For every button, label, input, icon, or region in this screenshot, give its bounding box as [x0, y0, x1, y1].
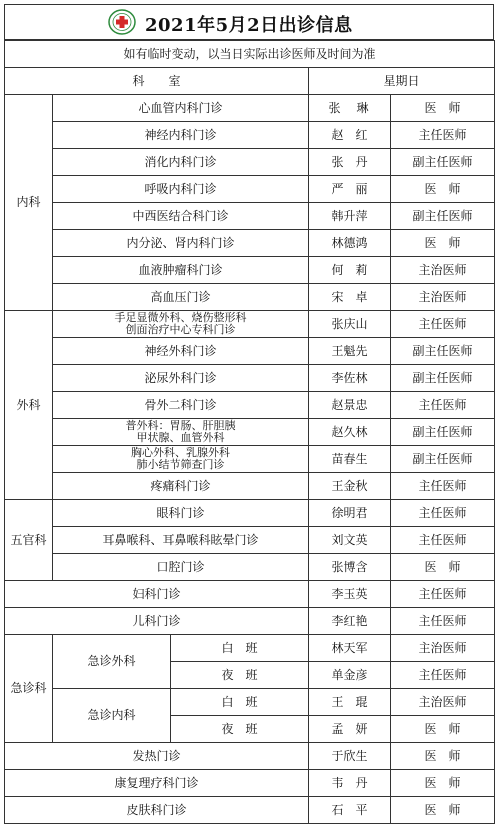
title-cell: 医 师 [391, 176, 495, 203]
header-day: 星期日 [309, 68, 495, 95]
dept-cell: 血液肿瘤科门诊 [53, 257, 309, 284]
shift-cell: 夜 班 [171, 662, 309, 689]
dept-cell: 康复理疗科门诊 [5, 770, 309, 797]
doctor-cell: 何 莉 [309, 257, 391, 284]
dept-cell: 耳鼻喉科、耳鼻喉科眩晕门诊 [53, 527, 309, 554]
dept-cell: 高血压门诊 [53, 284, 309, 311]
title-cell: 副主任医师 [391, 149, 495, 176]
doctor-cell: 赵久林 [309, 419, 391, 446]
doctor-cell: 林天军 [309, 635, 391, 662]
doctor-cell: 王金秋 [309, 473, 391, 500]
title-cell: 主任医师 [391, 581, 495, 608]
doctor-cell: 韩升萍 [309, 203, 391, 230]
dept-line: 创面治疗中心专科门诊 [125, 323, 236, 336]
doctor-cell: 苗春生 [309, 446, 391, 473]
title-cell: 主任医师 [391, 527, 495, 554]
title-cell: 主任医师 [391, 500, 495, 527]
title-cell: 主治医师 [391, 635, 495, 662]
doctor-cell: 张 丹 [309, 149, 391, 176]
group-label-wuguan: 五官科 [5, 500, 53, 581]
hospital-logo-icon [107, 8, 137, 36]
dept-cell: 心血管内科门诊 [53, 95, 309, 122]
dept-cell: 儿科门诊 [5, 608, 309, 635]
dept-cell: 泌尿外科门诊 [53, 365, 309, 392]
schedule-table [4, 40, 495, 824]
doctor-cell: 于欣生 [309, 743, 391, 770]
dept-cell: 皮肤科门诊 [5, 797, 309, 824]
title-cell: 主任医师 [391, 662, 495, 689]
doctor-cell: 赵景忠 [309, 392, 391, 419]
title-cell: 医 师 [391, 743, 495, 770]
title-cell: 主任医师 [391, 392, 495, 419]
dept-cell: 神经外科门诊 [53, 338, 309, 365]
title-cell: 主治医师 [391, 689, 495, 716]
title-cell: 主任医师 [391, 608, 495, 635]
doctor-cell: 李红艳 [309, 608, 391, 635]
dept-cell: 中西医结合科门诊 [53, 203, 309, 230]
dept-cell: 妇科门诊 [5, 581, 309, 608]
title-cell: 副主任医师 [391, 419, 495, 446]
dept-cell [53, 311, 309, 338]
group-label-jizhen: 急诊科 [5, 635, 53, 743]
dept-cell: 眼科门诊 [53, 500, 309, 527]
doctor-cell: 李佐林 [309, 365, 391, 392]
shift-cell: 夜 班 [171, 716, 309, 743]
dept-cell: 内分泌、肾内科门诊 [53, 230, 309, 257]
title-cell: 副主任医师 [391, 203, 495, 230]
doctor-cell: 孟 妍 [309, 716, 391, 743]
shift-cell: 白 班 [171, 689, 309, 716]
dept-line: 肺小结节筛查门诊 [136, 458, 225, 471]
title-cell: 医 师 [391, 716, 495, 743]
doctor-cell: 张博含 [309, 554, 391, 581]
title-cell: 主治医师 [391, 257, 495, 284]
dept-cell [53, 446, 309, 473]
sub-dept-cell: 急诊内科 [53, 689, 171, 743]
dept-line: 普外科：胃肠、肝胆胰 [125, 419, 236, 432]
doctor-cell: 单金彦 [309, 662, 391, 689]
dept-line: 胸心外科、乳腺外科 [131, 446, 230, 459]
title-cell: 医 师 [391, 797, 495, 824]
page-title: 2021年5月2日出诊信息 [145, 15, 353, 36]
title-cell: 副主任医师 [391, 338, 495, 365]
title-cell: 医 师 [391, 95, 495, 122]
dept-cell: 消化内科门诊 [53, 149, 309, 176]
title-cell: 主任医师 [391, 122, 495, 149]
doctor-cell: 李玉英 [309, 581, 391, 608]
sub-dept-cell: 急诊外科 [53, 635, 171, 689]
doctor-cell: 石 平 [309, 797, 391, 824]
dept-cell: 呼吸内科门诊 [53, 176, 309, 203]
title-cell: 主任医师 [391, 311, 495, 338]
dept-line: 甲状腺、血管外科 [136, 431, 225, 444]
title-cell: 医 师 [391, 554, 495, 581]
doctor-cell: 王魁先 [309, 338, 391, 365]
title-cell: 医 师 [391, 770, 495, 797]
title-cell: 主治医师 [391, 284, 495, 311]
doctor-cell: 赵 红 [309, 122, 391, 149]
doctor-cell: 徐明君 [309, 500, 391, 527]
doctor-cell: 王 琨 [309, 689, 391, 716]
doctor-cell: 林德鸿 [309, 230, 391, 257]
title-cell: 医 师 [391, 230, 495, 257]
shift-cell: 白 班 [171, 635, 309, 662]
doctor-cell: 宋 卓 [309, 284, 391, 311]
group-label-neike: 内科 [5, 95, 53, 311]
doctor-cell: 刘文英 [309, 527, 391, 554]
page-header [4, 4, 494, 40]
dept-cell: 口腔门诊 [53, 554, 309, 581]
group-label-waike: 外科 [5, 311, 53, 500]
title-cell: 主任医师 [391, 473, 495, 500]
dept-cell: 疼痛科门诊 [53, 473, 309, 500]
doctor-cell: 韦 丹 [309, 770, 391, 797]
doctor-cell: 严 丽 [309, 176, 391, 203]
dept-cell [53, 419, 309, 446]
dept-cell: 骨外二科门诊 [53, 392, 309, 419]
header-dept: 科 室 [5, 68, 309, 95]
dept-line: 手足显微外科、烧伤整形科 [114, 311, 247, 324]
dept-cell: 神经内科门诊 [53, 122, 309, 149]
doctor-cell: 张庆山 [309, 311, 391, 338]
dept-cell: 发热门诊 [5, 743, 309, 770]
title-cell: 副主任医师 [391, 446, 495, 473]
title-cell: 副主任医师 [391, 365, 495, 392]
doctor-cell: 张 琳 [309, 95, 391, 122]
notice-text: 如有临时变动，以当日实际出诊医师及时间为准 [5, 41, 495, 68]
